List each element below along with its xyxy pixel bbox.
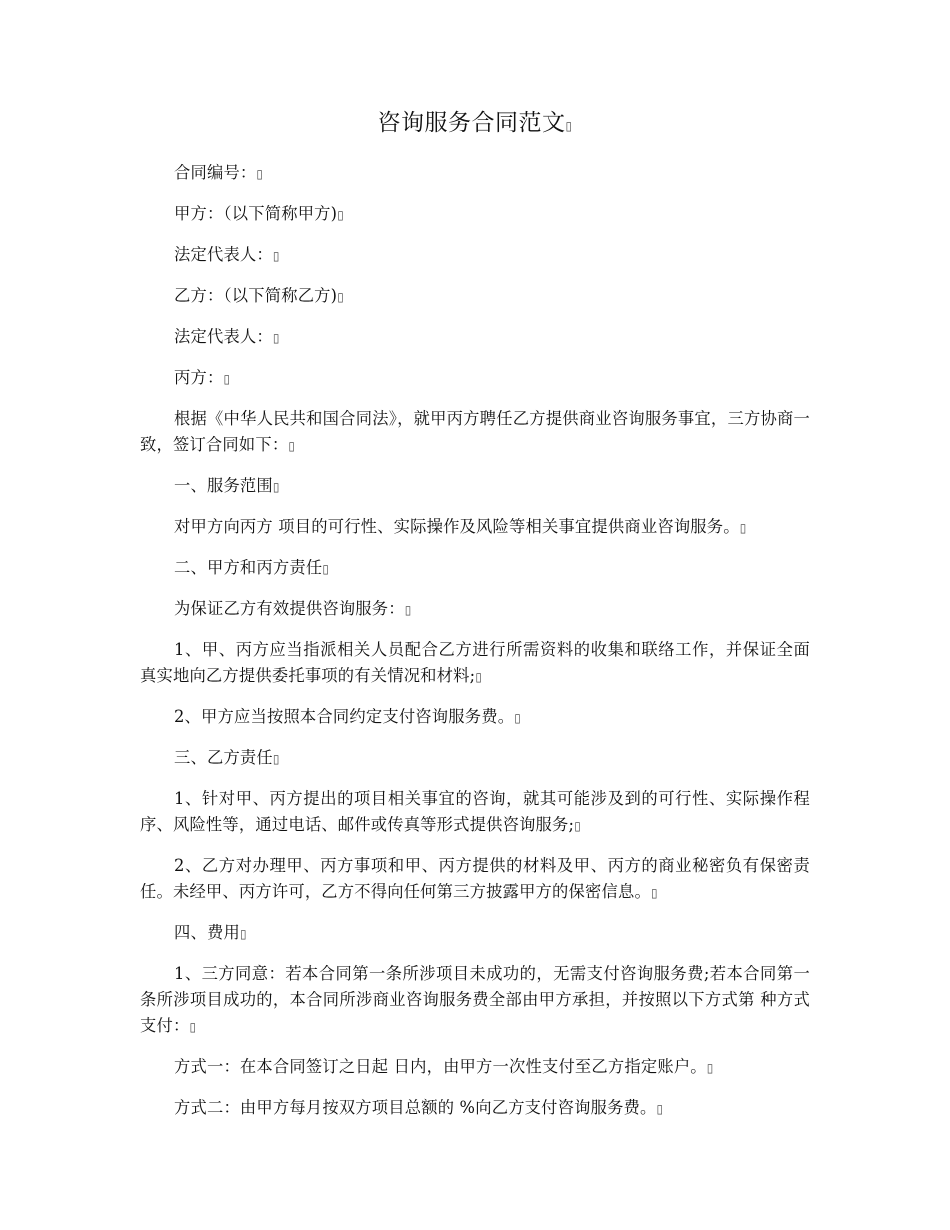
paragraph-mark: ▯ xyxy=(475,670,483,684)
heading-party-a-c-duties: 二、甲方和丙方责任▯ xyxy=(174,558,330,577)
heading-fees: 四、费用▯ xyxy=(174,923,247,942)
paragraph-b-duty-1: 1、针对甲、丙方提出的项目相关事宜的咨询，就其可能涉及到的可行性、实际操作程序、风险性等，通过电话、邮件或传真等形式提供咨询服务;▯ xyxy=(140,789,810,834)
paragraph-payment-method-2: 方式二：由甲方每月按双方项目总额的 %向乙方支付咨询服务费。▯ xyxy=(174,1098,664,1117)
paragraph-mark: ▯ xyxy=(189,1020,197,1034)
paragraph-contract-number: 合同编号：▯ xyxy=(174,163,264,182)
paragraph-legal-rep-a: 法定代表人：▯ xyxy=(174,245,280,264)
paragraph-mark: ▯ xyxy=(574,819,582,833)
paragraph-party-b: 乙方：（以下简称乙方)▯ xyxy=(174,286,345,305)
paragraph-mark: ▯ xyxy=(337,290,345,304)
paragraph-mark: ▯ xyxy=(239,927,247,941)
paragraph-party-a: 甲方：（以下简称甲方)▯ xyxy=(174,204,345,223)
paragraph-mark: ▯ xyxy=(256,167,264,181)
paragraph-mark: ▯ xyxy=(272,249,280,263)
paragraph-fee-1: 1、三方同意：若本合同第一条所涉项目未成功的，无需支付咨询服务费;若本合同第一条所涉项目成功的，本合同所涉商业咨询服务费全部由甲方承担，并按照以下方式第 种方式支付：▯ xyxy=(140,964,810,1035)
paragraph-preamble: 根据《中华人民共和国合同法》，就甲丙方聘任乙方提供商业咨询服务事宜，三方协商一致，签订合同如下：▯ xyxy=(140,409,810,454)
paragraph-b-duty-2: 2、乙方对办理甲、丙方事项和甲、丙方提供的材料及甲、丙方的商业秘密负有保密责任。未经甲、丙方许可，乙方不得向任何第三方披露甲方的保密信息。▯ xyxy=(140,856,810,901)
paragraph-mark: ▯ xyxy=(706,1061,714,1075)
title-text: 咨询服务合同范文 xyxy=(377,110,566,136)
paragraph-mark: ▯ xyxy=(272,752,280,766)
paragraph-payment-method-1: 方式一：在本合同签订之日起 日内，由甲方一次性支付至乙方指定账户。▯ xyxy=(174,1057,714,1076)
paragraph-mark: ▯ xyxy=(272,331,280,345)
paragraph-mark: ▯ xyxy=(514,711,521,725)
paragraph-legal-rep-b: 法定代表人：▯ xyxy=(174,327,280,346)
paragraph-mark: ▯ xyxy=(656,1102,664,1116)
document-title xyxy=(0,106,950,143)
paragraph-duty-2: 2、甲方应当按照本合同约定支付咨询服务费。▯ xyxy=(174,707,521,726)
paragraph-mark: ▯ xyxy=(272,480,280,494)
paragraph-duties-intro: 为保证乙方有效提供咨询服务：▯ xyxy=(174,599,412,618)
heading-party-b-duties: 三、乙方责任▯ xyxy=(174,748,280,767)
paragraph-mark: ▯ xyxy=(565,119,573,133)
paragraph-mark: ▯ xyxy=(337,208,345,222)
paragraph-mark: ▯ xyxy=(288,439,296,453)
paragraph-duty-1: 1、甲、丙方应当指派相关人员配合乙方进行所需资料的收集和联络工作，并保证全面真实地向乙方提供委托事项的有关情况和材料;▯ xyxy=(140,640,810,685)
paragraph-party-c: 丙方：▯ xyxy=(174,368,231,387)
paragraph-mark: ▯ xyxy=(650,886,658,900)
paragraph-mark: ▯ xyxy=(739,521,747,535)
paragraph-service-scope: 对甲方向丙方 项目的可行性、实际操作及风险等相关事宜提供商业咨询服务。▯ xyxy=(174,517,747,536)
heading-service-scope: 一、服务范围▯ xyxy=(174,476,280,495)
paragraph-mark: ▯ xyxy=(404,603,412,617)
paragraph-mark: ▯ xyxy=(223,372,231,386)
paragraph-mark: ▯ xyxy=(322,562,330,576)
